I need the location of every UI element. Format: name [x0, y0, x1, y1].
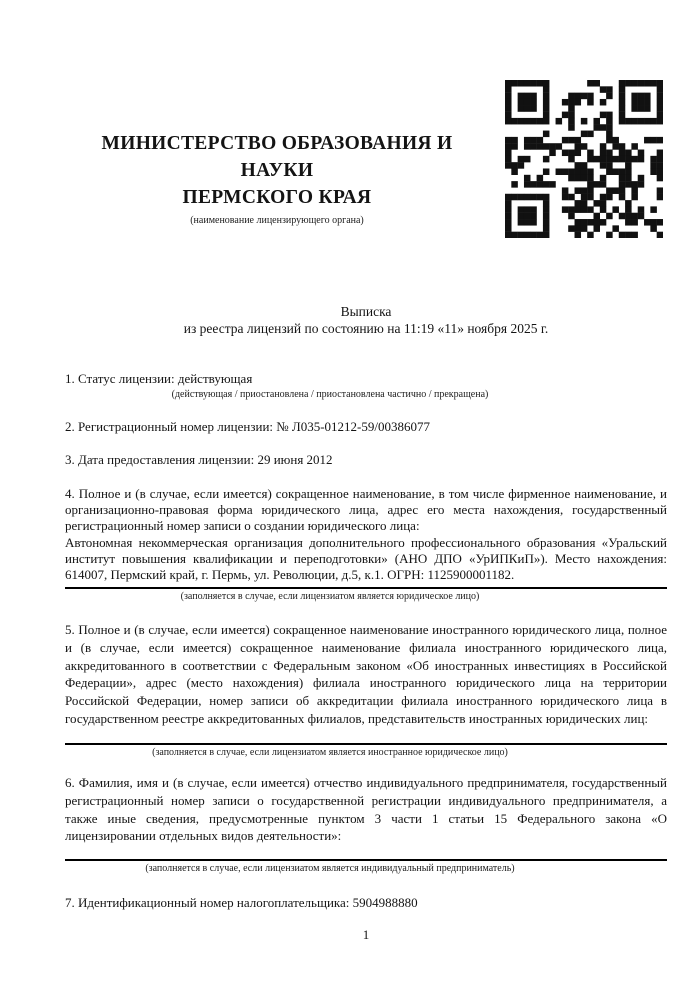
item-6-individual-entrepreneur: 6. Фамилия, имя и (в случае, если имеется) отчество индивидуального предпринимателя, государственный регистрационный номер записи о государственной регистрации индивидуального предпринимателя, а также иные сведения, предусмотренные пунктом 3 части 1 статьи 15 Федерального закона «О лицензировании отдельных видов деятельности»:	[65, 775, 667, 844]
item-5-foreign-entity: 5. Полное и (в случае, если имеется) сокращенное наименование иностранного юридического лица, полное и (в случае, если имеется) сокращенное наименование филиала иностранного юридического лица, аккредитованного в соответствии с Федеральным законом «Об иностранных инвестициях в Российской Федерации», адрес (место нахождения) филиала иностранного юридического лица на территории Российской Федерации, номер записи об аккредитации филиала иностранного юридического лица в государственном реестре аккредитованных филиалов, представительств иностранных юридических лиц:	[65, 622, 667, 726]
document-title	[65, 303, 667, 337]
item-4-fill-line	[65, 587, 667, 589]
item-4-legal-entity	[65, 486, 667, 583]
item-4-value: Автономная некоммерческая организация дополнительного профессионального образования «Уральский институт повышения квалификации и переподготовки» (АНО ДПО «УрИПКиП»). Место нахождения: 614007, Пермский край, г. Пермь, ул. Революции, д.5, к.1. ОГРН: 1125900001182.	[65, 534, 667, 583]
item-3-license-date: 3. Дата предоставления лицензии: 29 июня 2012	[65, 452, 333, 467]
item-5-fill-line	[65, 743, 667, 745]
item-4-label: 4. Полное и (в случае, если имеется) сокращенное наименование, в том числе фирменное наименование, и организационно-правовая форма юридического лица, адрес его места нахождения, государственный регистрационный номер записи о создании юридического лица:	[65, 486, 667, 534]
item-2-registration-number: 2. Регистрационный номер лицензии: № Л035-01212-59/00386077	[65, 419, 431, 434]
qr-code-icon	[505, 80, 663, 238]
item-6-fill-line	[65, 859, 667, 861]
document-header	[65, 130, 489, 227]
item-1-license-status: 1. Статус лицензии: действующая	[65, 371, 253, 386]
item-6-caption: (заполняется в случае, если лицензиатом является индивидуальный предприниматель)	[145, 863, 515, 874]
title-line1: Выписка	[340, 304, 392, 319]
title-line2: из реестра лицензий по состоянию на 11:19 «11» ноября 2025 г.	[183, 321, 549, 336]
item-1-caption: (действующая / приостановлена / приостановлена частично / прекращена)	[171, 389, 489, 400]
ministry-name-line1: МИНИСТЕРСТВО ОБРАЗОВАНИЯ И НАУКИ	[101, 133, 453, 181]
ministry-name-line2: ПЕРМСКОГО КРАЯ	[182, 187, 372, 208]
page-number: 1	[362, 927, 370, 942]
item-7-taxpayer-number: 7. Идентификационный номер налогоплательщика: 5904988880	[65, 895, 418, 910]
ministry-caption: (наименование лицензирующего органа)	[190, 215, 364, 226]
item-4-caption: (заполняется в случае, если лицензиатом является юридическое лицо)	[180, 591, 480, 602]
item-5-caption: (заполняется в случае, если лицензиатом является иностранное юридическое лицо)	[152, 747, 508, 758]
